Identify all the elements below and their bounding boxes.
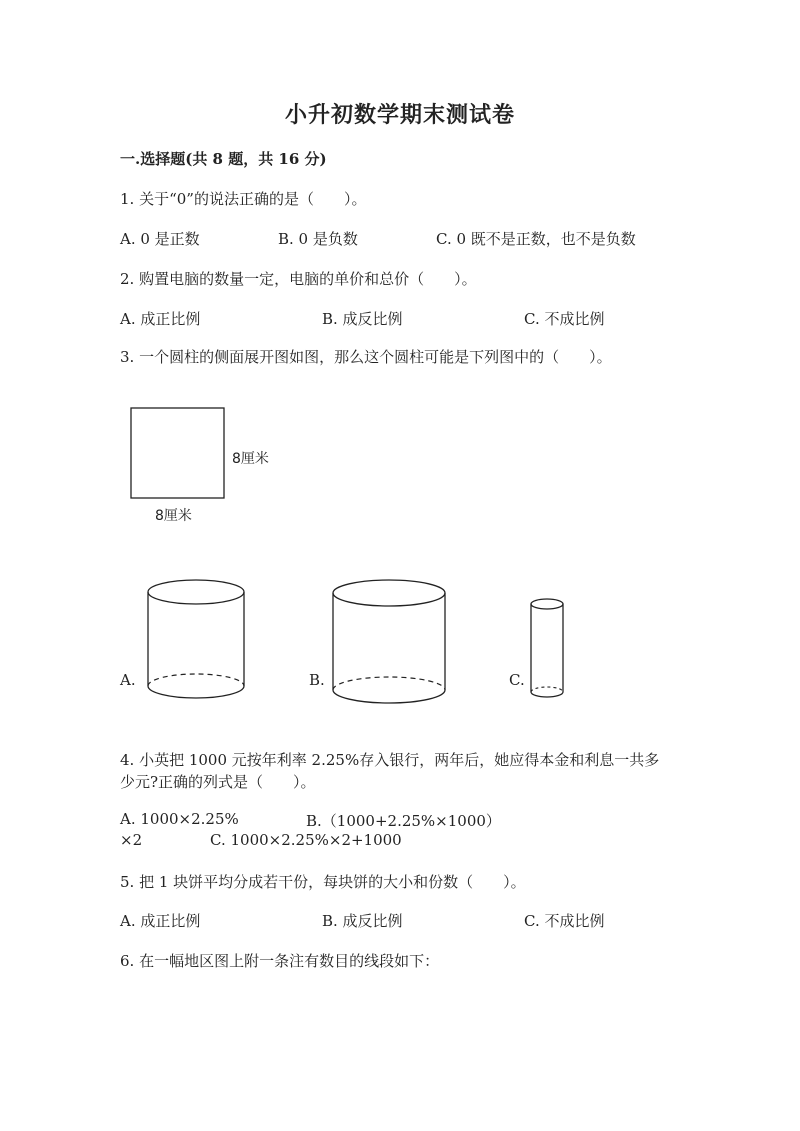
question-1-stem: 1. 关于“0”的说法正确的是（ ）。: [120, 190, 367, 208]
question-2-option-b: B. 成反比例: [322, 310, 403, 328]
square-bottom-label: 8厘米: [155, 508, 192, 524]
question-2-option-c: C. 不成比例: [524, 310, 605, 328]
question-5-option-b: B. 成反比例: [322, 912, 403, 930]
question-5-option-a: A. 成正比例: [120, 912, 201, 930]
option-a-label: A.: [120, 671, 136, 689]
option-b-label: B.: [309, 671, 325, 689]
square-side-label: 8厘米: [232, 451, 269, 467]
question-6-stem: 6. 在一幅地区图上附一条注有数目的线段如下：: [120, 952, 440, 970]
question-4-option-b: B.（1000+2.25%×1000）: [306, 812, 501, 830]
question-4-option-b-continued: ×2: [120, 831, 143, 849]
question-4-stem-line-1: 4. 小英把 1000 元按年利率 2.25%存入银行，两年后，她应得本金和利息一共多: [120, 751, 660, 769]
question-2-stem: 2. 购置电脑的数量一定，电脑的单价和总价（ ）。: [120, 270, 477, 288]
cylinder-a: [148, 580, 244, 698]
question-1-option-c: C. 0 既不是正数，也不是负数: [436, 230, 636, 248]
unfolded-square: [131, 408, 224, 498]
question-1-option-b: B. 0 是负数: [278, 230, 358, 248]
question-5-stem: 5. 把 1 块饼平均分成若干份，每块饼的大小和份数（ ）。: [120, 873, 526, 891]
question-4-option-c: C. 1000×2.25%×2+1000: [210, 831, 402, 849]
section-heading: 一.选择题(共 8 题，共 16 分): [120, 150, 327, 168]
cylinder-b: [333, 580, 445, 703]
option-c-label: C.: [509, 671, 525, 689]
cylinder-c: [531, 599, 563, 697]
question-5-option-c: C. 不成比例: [524, 912, 605, 930]
question-2-option-a: A. 成正比例: [120, 310, 201, 328]
page-title: 小升初数学期末测试卷: [284, 102, 515, 128]
question-4-stem-line-2: 少元?正确的列式是（ ）。: [120, 773, 316, 791]
question-4-option-a: A. 1000×2.25%: [120, 810, 239, 828]
question-1-option-a: A. 0 是正数: [120, 230, 200, 248]
question-3-stem: 3. 一个圆柱的侧面展开图如图，那么这个圆柱可能是下列图中的（ ）。: [120, 348, 612, 366]
